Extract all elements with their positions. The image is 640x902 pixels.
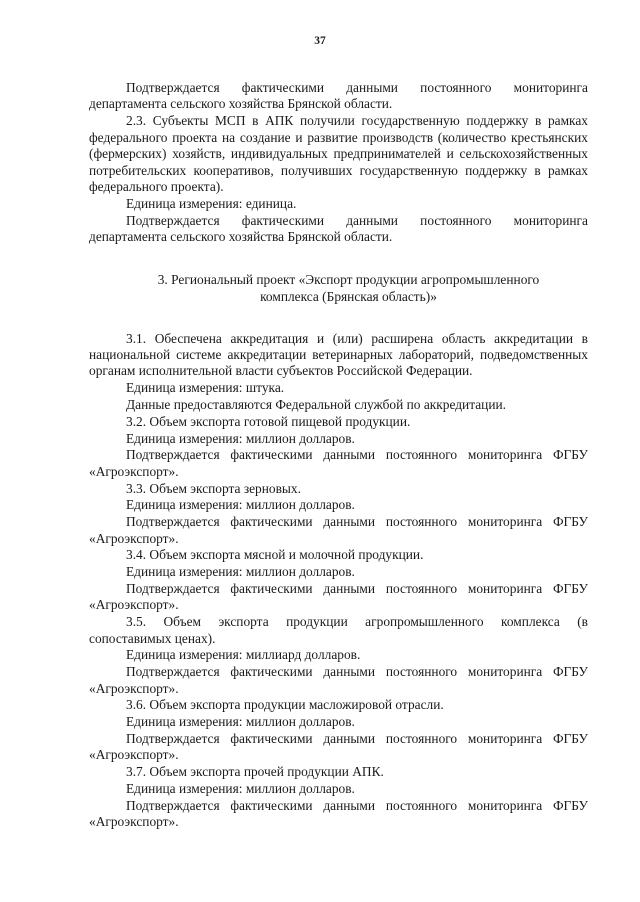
section-3-paragraph: Единица измерения: миллион долларов.	[126, 564, 355, 580]
section-3-paragraph: 3.6. Объем экспорта продукции масложировой отрасли.	[126, 697, 444, 713]
intro-paragraph-2: 2.3. Субъекты МСП в АПК получили государственную поддержку в рамках федерального проекта на создание и развитие производств (количество крестьянских (фермерских) хозяйств, индивидуальных предпринимателей и сельскохозяйственных потребительских кооперативов, получивших государственную поддержку в рамках федерального проекта).	[89, 113, 588, 194]
section-3-paragraph: Подтверждается фактическими данными постоянного мониторинга ФГБУ «Агроэкспорт».	[89, 580, 588, 613]
section-3-paragraph: Единица измерения: миллион долларов.	[126, 430, 355, 446]
section-3-paragraph: Подтверждается фактическими данными постоянного мониторинга ФГБУ «Агроэкспорт».	[89, 797, 588, 830]
intro-paragraph-4: Подтверждается фактическими данными постоянного мониторинга департамента сельского хозяйства Брянской области.	[89, 212, 588, 245]
section-3-paragraph: Данные предоставляются Федеральной службой по аккредитации.	[126, 396, 507, 412]
intro-paragraph-1: Подтверждается фактическими данными постоянного мониторинга департамента сельского хозяйства Брянской области.	[89, 80, 588, 112]
section-3-paragraph: Подтверждается фактическими данными постоянного мониторинга ФГБУ «Агроэкспорт».	[89, 447, 588, 479]
section-3-paragraph: 3.4. Объем экспорта мясной и молочной продукции.	[126, 547, 424, 563]
section-3-paragraph: 3.5. Объем экспорта продукции агропромышленного комплекса (в сопоставимых ценах).	[89, 614, 588, 646]
section-3-paragraph: Подтверждается фактическими данными постоянного мониторинга ФГБУ «Агроэкспорт».	[89, 664, 588, 696]
section-3-paragraph: Единица измерения: миллион долларов.	[126, 497, 355, 513]
section-3-paragraph: 3.7. Объем экспорта прочей продукции АПК.	[126, 764, 384, 780]
intro-paragraph-3: Единица измерения: единица.	[126, 195, 297, 211]
document-body	[89, 80, 588, 831]
section-3-paragraph: Единица измерения: миллиард долларов.	[126, 647, 361, 663]
section-3-paragraph: Единица измерения: штука.	[126, 380, 285, 396]
section-3-paragraph: Подтверждается фактическими данными постоянного мониторинга ФГБУ «Агроэкспорт».	[89, 730, 588, 763]
section-3-body	[89, 331, 588, 831]
page-number: 37	[314, 35, 326, 47]
section-3-paragraph: 3.1. Обеспечена аккредитация и (или) расширена область аккредитации в национальной системе аккредитации ветеринарных лабораторий, подведомственных органам исполнительной власти субъектов Российской Федерации.	[89, 330, 588, 379]
section-3-paragraph: Единица измерения: миллион долларов.	[126, 780, 355, 796]
section-3-paragraph: Подтверждается фактическими данными постоянного мониторинга ФГБУ «Агроэкспорт».	[89, 514, 588, 546]
section-3-paragraph: 3.3. Объем экспорта зерновых.	[126, 480, 301, 496]
section-3-paragraph: Единица измерения: миллион долларов.	[126, 714, 355, 730]
section-3-heading: 3. Региональный проект «Экспорт продукции агропромышленного комплекса (Брянская область)»	[157, 271, 540, 304]
section-3-paragraph: 3.2. Объем экспорта готовой пищевой продукции.	[126, 413, 411, 429]
